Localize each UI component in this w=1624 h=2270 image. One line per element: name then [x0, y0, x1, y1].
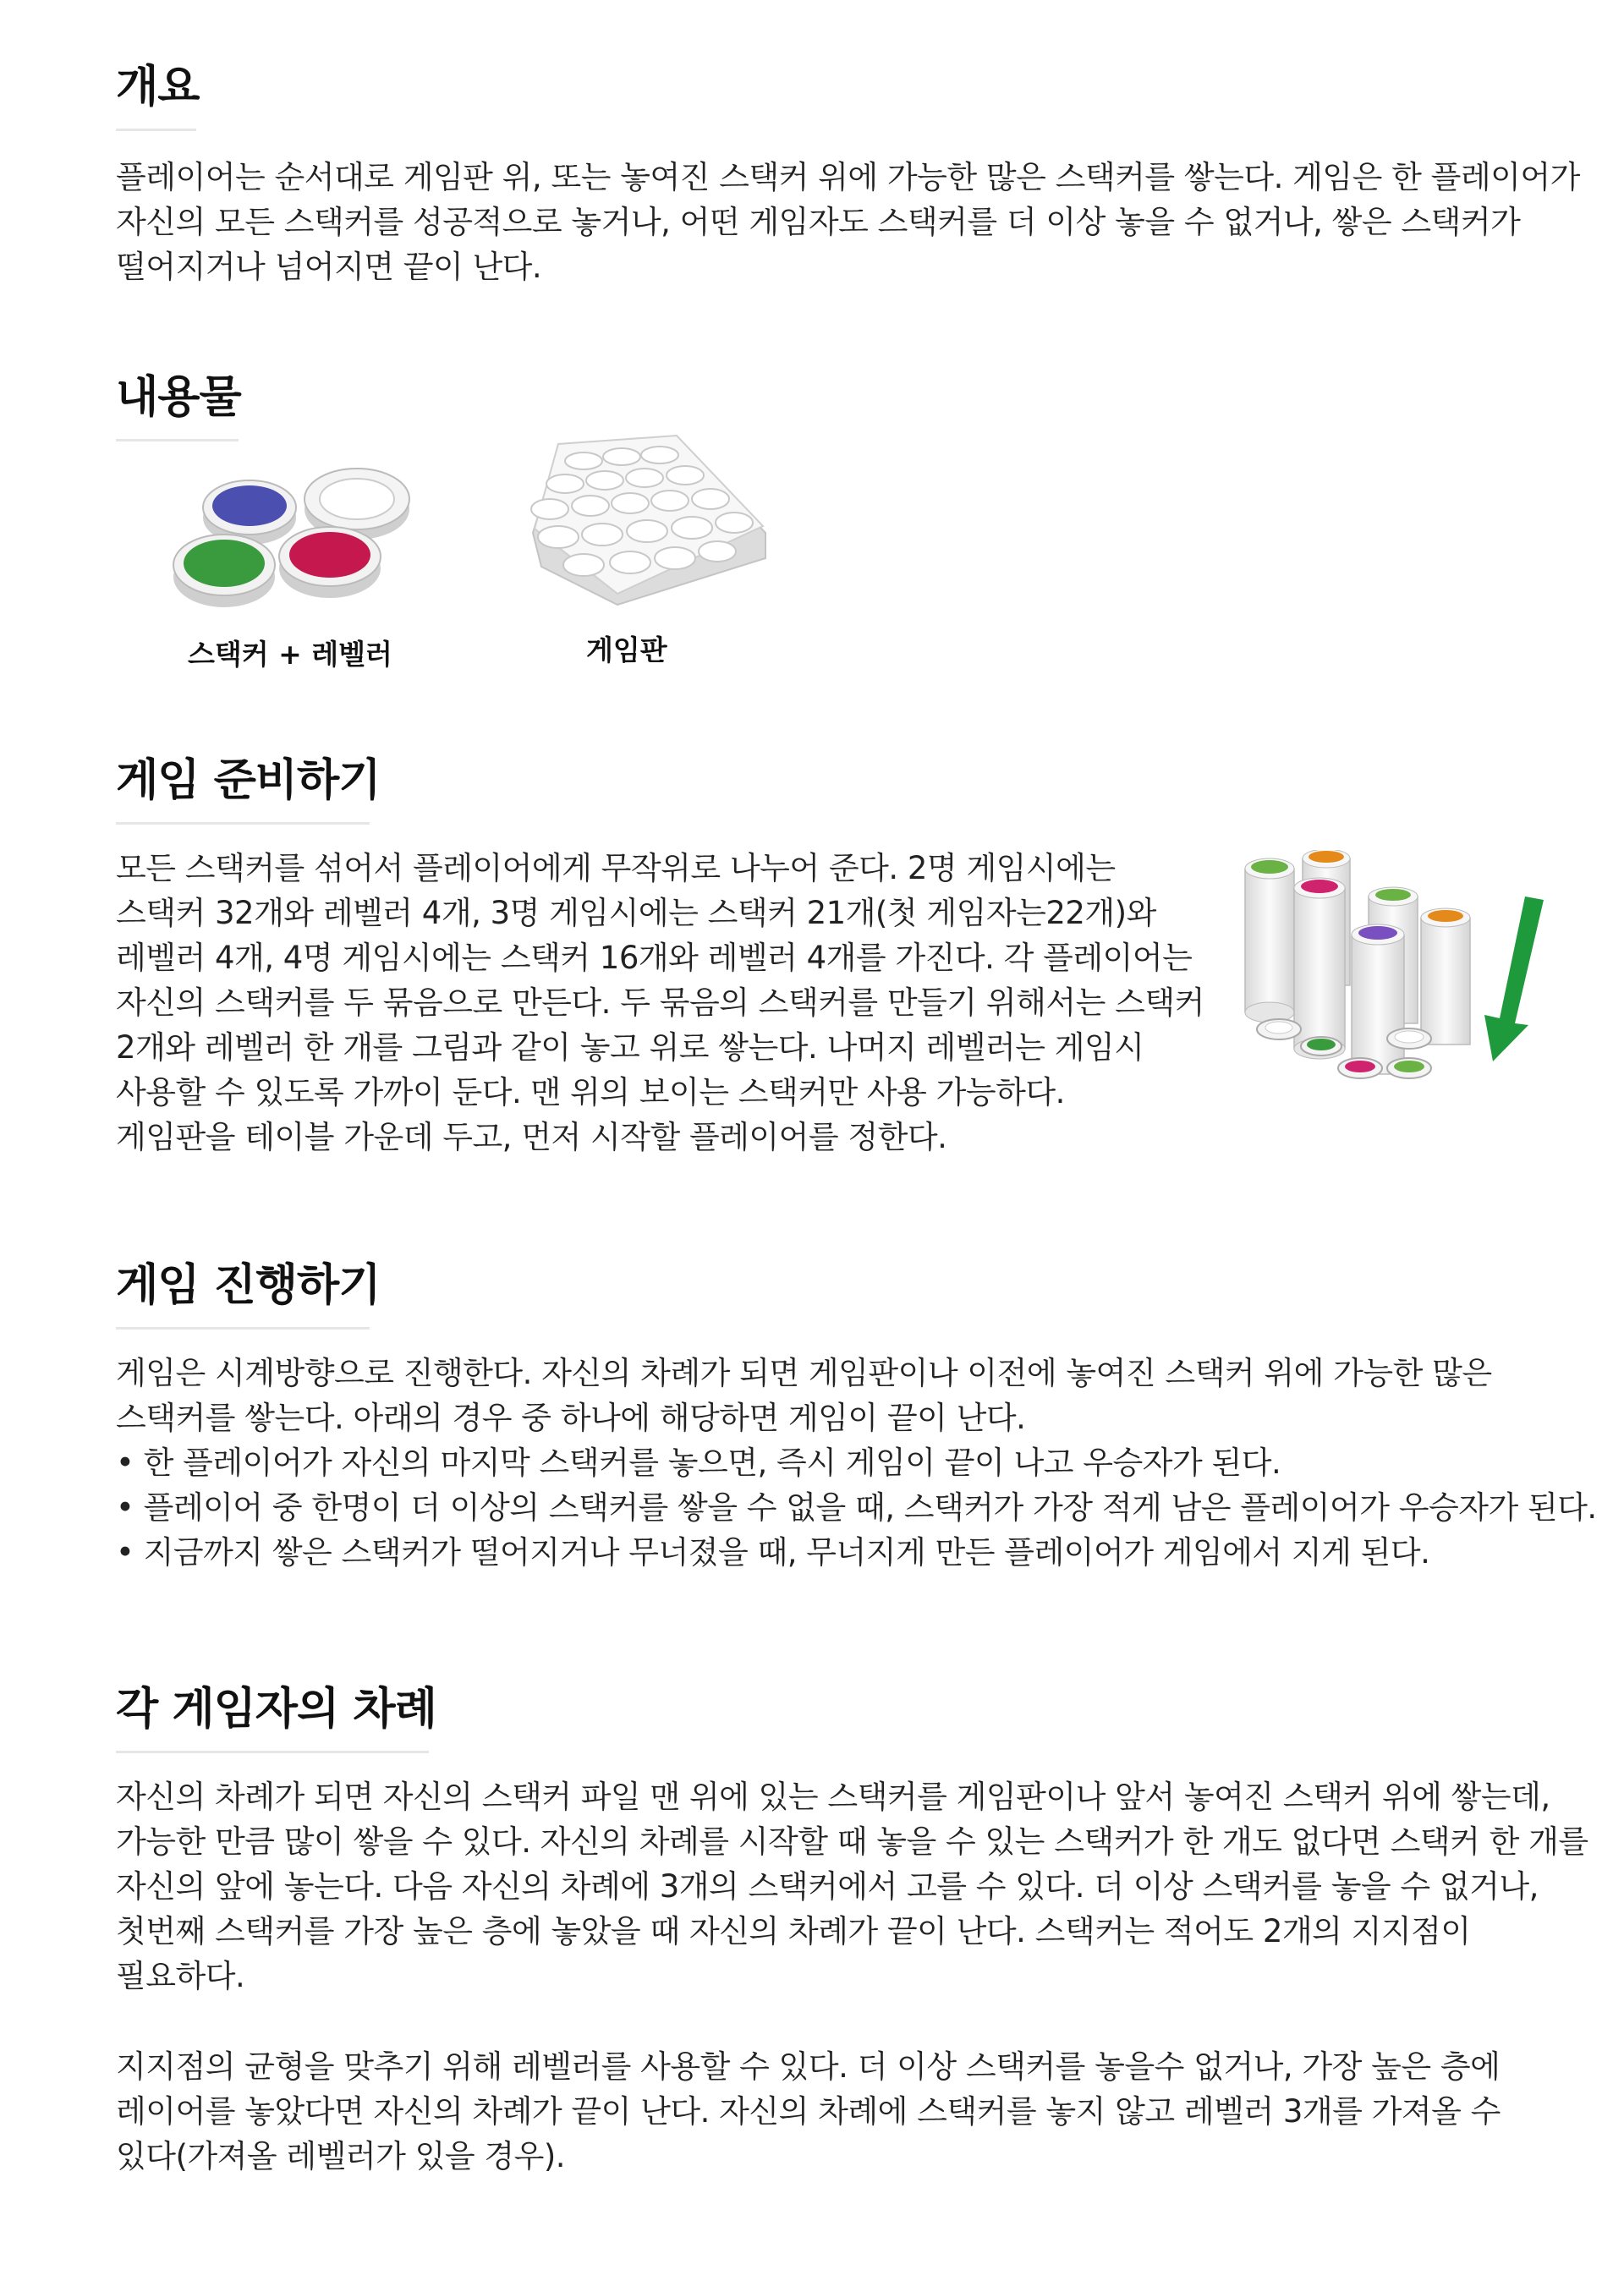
stackers-leveler-illustration: [169, 448, 423, 617]
setup-title-underline: [116, 822, 370, 825]
setup-line: 레벨러 4개, 4명 게임시에는 스택커 16개와 레벨러 4개를 가진다. 각 플레이어는: [116, 940, 1193, 976]
turn-line: 가능한 만큼 많이 쌓을 수 있다. 자신의 차례를 시작할 때 놓을 수 있는 스택커가 한 개도 없다면 스택커 한 개를: [116, 1823, 1588, 1860]
turn-paragraph-2: [116, 2044, 1501, 2179]
gameplay-title-underline: [116, 1327, 370, 1330]
game-board-illustration: [524, 431, 778, 617]
turn-paragraph-1: [116, 1774, 1588, 1999]
turn-line: 있다(가져올 레벨러가 있을 경우).: [116, 2138, 566, 2174]
gameplay-title: 게임 진행하기: [116, 1260, 381, 1311]
setup-line: 사용할 수 있도록 가까이 둔다. 맨 위의 보이는 스택커만 사용 가능하다.: [116, 1074, 1065, 1110]
setup-line: 게임판을 테이블 가운데 두고, 먼저 시작할 플레이어를 정한다.: [116, 1119, 947, 1155]
turn-line: 첫번째 스택커를 가장 높은 층에 놓았을 때 자신의 차례가 끝이 난다. 스택커는 적어도 2개의 지지점이: [116, 1913, 1471, 1949]
gameplay-bullet: • 지금까지 쌓은 스택커가 떨어지거나 무너졌을 때, 무너지게 만든 플레이어가 게임에서 지게 된다.: [116, 1534, 1430, 1571]
setup-line: 스택커 32개와 레벨러 4개, 3명 게임시에는 스택커 21개(첫 게임자는22개)와: [116, 895, 1156, 931]
gameplay-paragraph: [116, 1351, 1597, 1575]
setup-paragraph: [116, 846, 1204, 1160]
setup-line: 2개와 레벨러 한 개를 그림과 같이 놓고 위로 쌓는다. 나머지 레벨러는 게임시: [116, 1029, 1144, 1066]
overview-title: 개요: [116, 62, 200, 112]
turn-line: 지지점의 균형을 맞추기 위해 레벨러를 사용할 수 있다. 더 이상 스택커를 놓을수 없거나, 가장 높은 층에: [116, 2048, 1501, 2085]
turn-line: 자신의 앞에 놓는다. 다음 자신의 차례에 3개의 스택커에서 고를 수 있다. 더 이상 스택커를 놓을 수 없거나,: [116, 1868, 1539, 1905]
gameplay-bullet: • 플레이어 중 한명이 더 이상의 스택커를 쌓을 수 없을 때, 스택커가 가장 적게 남은 플레이어가 우승자가 된다.: [116, 1489, 1597, 1526]
overview-line: 떨어지거나 넘어지면 끝이 난다.: [116, 249, 542, 285]
setup-line: 모든 스택커를 섞어서 플레이어에게 무작위로 나누어 준다. 2명 게임시에는: [116, 850, 1116, 886]
gameplay-line: 게임은 시계방향으로 진행한다. 자신의 차례가 되면 게임판이나 이전에 놓여진 스택커 위에 가능한 많은: [116, 1355, 1492, 1391]
turn-line: 자신의 차례가 되면 자신의 스택커 파일 맨 위에 있는 스택커를 게임판이나 앞서 놓여진 스택커 위에 쌓는데,: [116, 1779, 1550, 1815]
gameplay-bullet: • 한 플레이어가 자신의 마지막 스택커를 놓으면, 즉시 게임이 끝이 나고 우승자가 된다.: [116, 1445, 1281, 1481]
overview-paragraph: [116, 155, 1580, 289]
overview-line: 자신의 모든 스택커를 성공적으로 놓거나, 어떤 게임자도 스택커를 더 이상 놓을 수 없거나, 쌓은 스택커가: [116, 204, 1521, 240]
red-stacker: [279, 527, 381, 598]
overview-title-underline: [116, 129, 196, 131]
contents-title-underline: [116, 439, 239, 441]
gameplay-line: 스택커를 쌓는다. 아래의 경우 중 하나에 해당하면 게임이 끝이 난다.: [116, 1400, 1026, 1436]
overview-line: 플레이어는 순서대로 게임판 위, 또는 놓여진 스택커 위에 가능한 많은 스택커를 쌓는다. 게임은 한 플레이어가: [116, 159, 1580, 195]
turn-line: 레이어를 놓았다면 자신의 차례가 끝이 난다. 자신의 차례에 스택커를 놓지 않고 레벨러 3개를 가져올 수: [116, 2093, 1501, 2130]
caption-stacker-leveler: 스택커 + 레벨러: [188, 638, 392, 671]
down-arrow-icon: [1476, 896, 1552, 1066]
setup-title: 게임 준비하기: [116, 755, 381, 806]
turn-title-underline: [116, 1751, 429, 1753]
contents-title: 내용물: [116, 372, 241, 423]
green-stacker: [173, 535, 275, 607]
turn-title: 각 게임자의 차례: [116, 1684, 436, 1735]
turn-line: 필요하다.: [116, 1958, 245, 1994]
caption-game-board: 게임판: [586, 633, 667, 666]
setup-line: 자신의 스택커를 두 묶음으로 만든다. 두 묶음의 스택커를 만들기 위해서는 스택커: [116, 984, 1204, 1021]
